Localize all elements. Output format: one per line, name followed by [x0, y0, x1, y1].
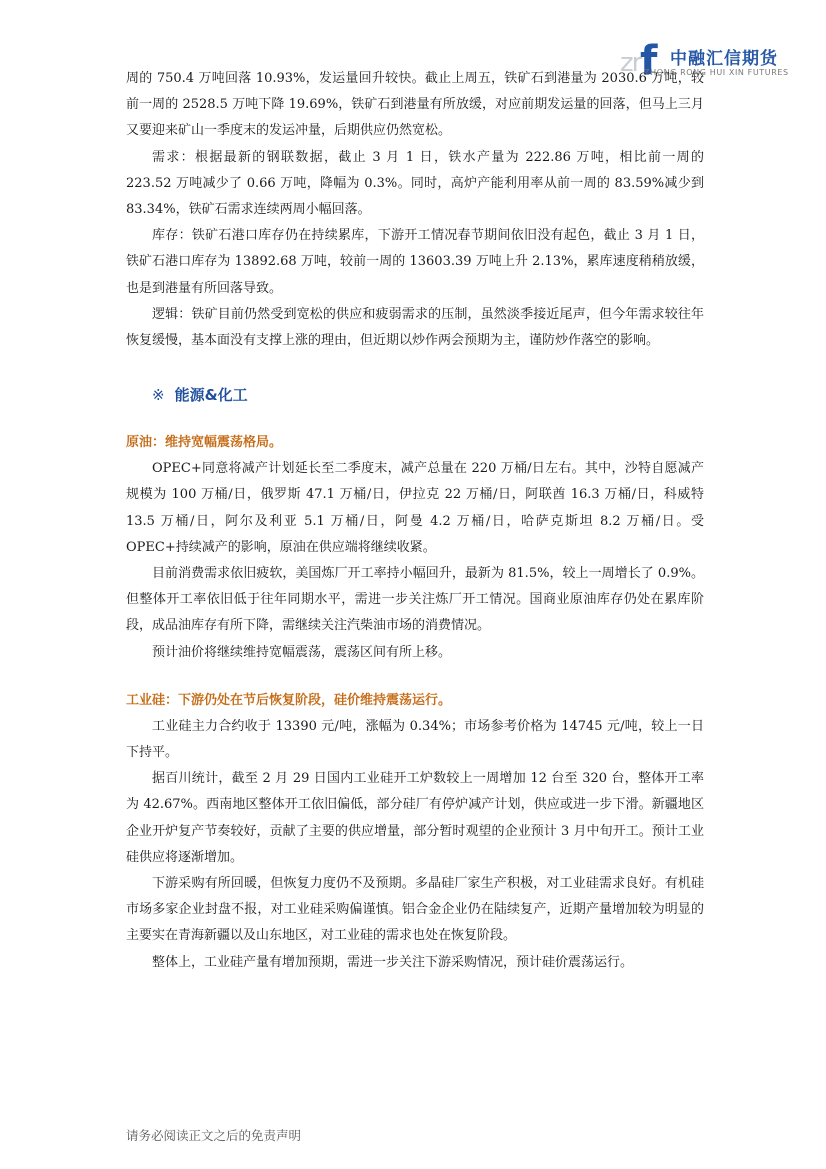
crude-oil-paragraph-3: 预计油价将继续维持宽幅震荡，震荡区间有所上移。	[152, 644, 452, 660]
crude-oil-paragraph-1: OPEC+同意将减产计划延长至二季度末，减产总量在 220 万桶/日左右。其中，沙特自愿减产规模为 100 万桶/日，俄罗斯 47.1 万桶/日，伊拉克 22 万桶/日，阿联酋 16.3 万桶/日，科威特 13.5 万桶/日，阿尔及利亚 5.1 万桶/日，阿曼 4.2 万桶/日，哈萨克斯坦 8.2 万桶/日。受 OPEC+持续减产的影响，原油在供应端将继续收紧。	[126, 461, 704, 555]
iron-ore-stock-paragraph: 库存：铁矿石港口库存仍在持续累库，下游开工情况春节期间依旧没有起色，截止 3 月 1 日，铁矿石港口库存为 13892.68 万吨，较前一周的 13603.39 万吨上升 2.13%，累库速度稍稍放缓，也是到港量有所回落导致。	[126, 228, 704, 296]
industrial-silicon-paragraph-4: 整体上，工业硅产量有增加预期，需进一步关注下游采购情况，预计硅价震荡运行。	[152, 954, 634, 970]
iron-ore-demand-paragraph: 需求：根据最新的钢联数据，截止 3 月 1 日，铁水产量为 222.86 万吨，相比前一周的 223.52 万吨减少了 0.66 万吨，降幅为 0.3%。同时，高炉产能利用率从前一周的 83.59%减少到 83.34%，铁矿石需求连续两周小幅回落。	[126, 149, 704, 218]
logo-mark: zr	[620, 48, 641, 78]
reference-mark-icon: ※	[152, 386, 165, 405]
section-heading-text: 能源&化工	[174, 386, 248, 405]
industrial-silicon-heading: 工业硅：下游仍处在节后恢复阶段，硅价维持震荡运行。	[126, 692, 452, 708]
section-heading-energy-chemicals	[152, 378, 704, 412]
report-body	[126, 66, 704, 976]
disclaimer-footer: 请务必阅读正文之后的免责声明	[126, 1128, 302, 1143]
logo-chinese-name: 中融汇信期货	[670, 49, 778, 69]
logo-english-name: ZHONG RONG HUI XIN FUTURES	[644, 68, 789, 77]
industrial-silicon-paragraph-2: 据百川统计，截至 2 月 29 日国内工业硅开工炉数较上一周增加 12 台至 320 台，整体开工率为 42.67%。西南地区整体开工依旧偏低，部分硅厂有停炉减产计划，供应或进一步下滑。新疆地区企业开炉复产节奏较好，贡献了主要的供应增量，部分暂时观望的企业预计 3 月中旬开工。预计工业硅供应将逐渐增加。	[126, 771, 704, 865]
crude-oil-paragraph-2: 目前消费需求依旧疲软，美国炼厂开工率持小幅回升，最新为 81.5%，较上一周增长了 0.9%。但整体开工率依旧低于往年同期水平，需进一步关注炼厂开工情况。国商业原油库存仍处在累库阶段，成品油库存有所下降，需继续关注汽柴油市场的消费情况。	[126, 566, 704, 634]
industrial-silicon-paragraph-1: 工业硅主力合约收于 13390 元/吨，涨幅为 0.34%；市场参考价格为 14745 元/吨，较上一日下持平。	[126, 718, 704, 761]
iron-ore-supply-paragraph: 周的 750.4 万吨回落 10.93%，发运量回升较快。截止上周五，铁矿石到港量为 2030.6 万吨，较前一周的 2528.5 万吨下降 19.69%，铁矿石到港量有所放缓，对应前期发运量的回落，但马上三月又要迎来矿山一季度末的发运冲量，后期供应仍然宽松。	[126, 71, 704, 139]
logo-f-glyph: f	[640, 38, 658, 84]
industrial-silicon-paragraph-3: 下游采购有所回暖，但恢复力度仍不及预期。多晶硅厂家生产积极，对工业硅需求良好。有机硅市场多家企业封盘不报，对工业硅采购偏谨慎。铝合金企业仍在陆续复产，近期产量增加较为明显的主要实在青海新疆以及山东地区，对工业硅的需求也处在恢复阶段。	[126, 876, 704, 944]
iron-ore-logic-paragraph: 逻辑：铁矿目前仍然受到宽松的供应和疲弱需求的压制，虽然淡季接近尾声，但今年需求较往年恢复缓慢，基本面没有支撑上涨的理由，但近期以炒作两会预期为主，谨防炒作落空的影响。	[126, 306, 704, 349]
crude-oil-heading: 原油：维持宽幅震荡格局。	[126, 435, 283, 451]
